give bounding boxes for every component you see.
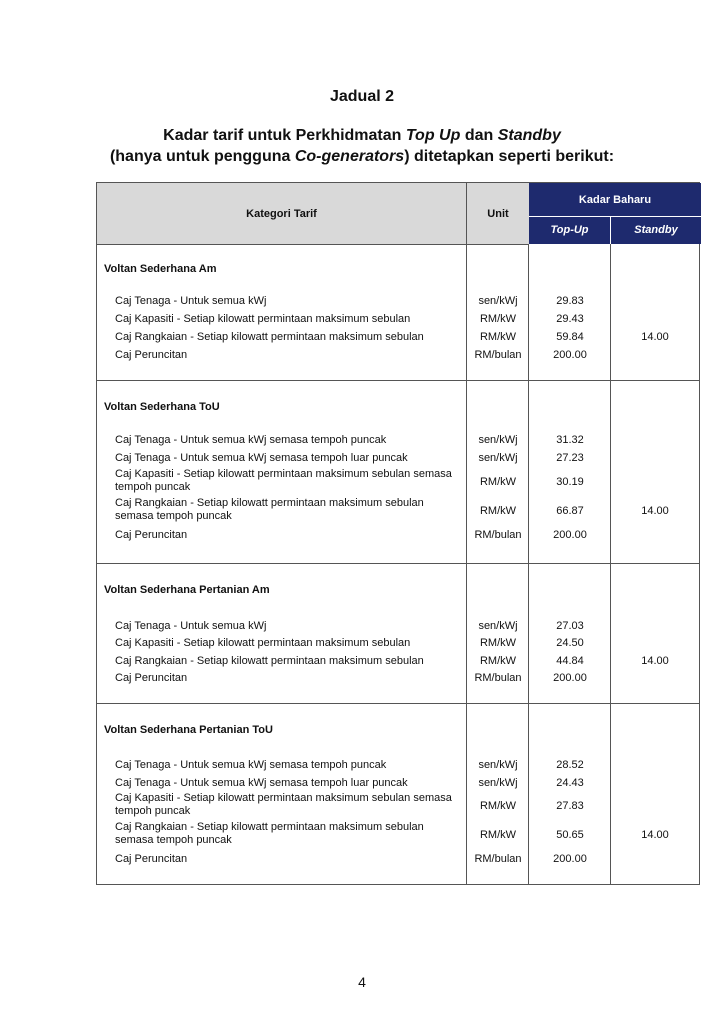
row-description: Caj Rangkaian - Setiap kilowatt permintaan maksimum sebulan semasa tempoh puncak <box>115 821 424 846</box>
row-topup: 50.65 <box>556 829 584 841</box>
row-unit: RM/kW <box>479 829 517 841</box>
section-standby: 14.00 <box>641 655 669 667</box>
header-standby: Standby <box>634 224 678 236</box>
row-topup: 27.83 <box>556 800 584 812</box>
subtitle-text: (hanya untuk pengguna <box>109 148 295 165</box>
row-topup: 31.32 <box>556 434 584 446</box>
row-unit: RM/kW <box>479 313 517 325</box>
row-topup: 44.84 <box>556 655 584 667</box>
row-description: Caj Tenaga - Untuk semua kWj <box>115 620 267 632</box>
row-unit: sen/kWj <box>478 777 518 789</box>
page-number: 4 <box>358 974 366 990</box>
subtitle-text: Kadar tarif untuk Perkhidmatan <box>163 127 406 144</box>
section-title: Voltan Sederhana Am <box>104 263 217 275</box>
row-topup: 200.00 <box>553 672 587 684</box>
subtitle-term-standby: Standby <box>497 127 561 144</box>
subtitle-term-cogenerators: Co-generators <box>294 148 405 165</box>
row-description: Caj Tenaga - Untuk semua kWj semasa tempoh luar puncak <box>115 777 408 789</box>
tariff-table <box>96 182 700 885</box>
section-title: Voltan Sederhana ToU <box>104 401 220 413</box>
header-kategori: Kategori Tarif <box>97 183 467 244</box>
row-unit: sen/kWj <box>478 759 518 771</box>
row-unit: sen/kWj <box>478 452 518 464</box>
subtitle-line-1 <box>0 127 724 145</box>
section-standby: 14.00 <box>641 829 669 841</box>
row-description: Caj Rangkaian - Setiap kilowatt permintaan maksimum sebulan <box>115 331 424 343</box>
section-standby: 14.00 <box>641 505 669 517</box>
row-unit: sen/kWj <box>478 620 518 632</box>
row-description: Caj Peruncitan <box>115 349 188 361</box>
row-topup: 29.43 <box>556 313 584 325</box>
row-topup: 59.84 <box>556 331 584 343</box>
header-kadar-label: Kadar Baharu <box>529 183 701 217</box>
row-unit: RM/bulan <box>474 349 522 361</box>
subtitle-term-topup: Top Up <box>405 127 461 144</box>
section-title: Voltan Sederhana Pertanian Am <box>104 584 270 596</box>
row-topup: 66.87 <box>556 505 584 517</box>
row-unit: RM/bulan <box>474 672 522 684</box>
row-topup: 29.83 <box>556 295 584 307</box>
row-description: Caj Tenaga - Untuk semua kWj <box>115 295 267 307</box>
header-topup: Top-Up <box>529 217 611 244</box>
subtitle-text: dan <box>460 127 498 144</box>
row-topup: 28.52 <box>556 759 584 771</box>
row-unit: sen/kWj <box>478 434 518 446</box>
row-description: Caj Kapasiti - Setiap kilowatt permintaan maksimum sebulan semasa tempoh puncak <box>115 468 452 493</box>
row-description: Caj Kapasiti - Setiap kilowatt permintaan maksimum sebulan semasa tempoh puncak <box>115 792 452 817</box>
row-description: Caj Peruncitan <box>115 672 188 684</box>
row-description: Caj Peruncitan <box>115 853 188 865</box>
row-description: Caj Kapasiti - Setiap kilowatt permintaan maksimum sebulan <box>115 637 411 649</box>
row-unit: RM/bulan <box>474 853 522 865</box>
section-standby: 14.00 <box>641 331 669 343</box>
tariff-section <box>97 244 699 380</box>
subtitle-text: ) ditetapkan seperti berikut: <box>404 148 615 165</box>
row-topup: 24.43 <box>556 777 584 789</box>
section-title: Voltan Sederhana Pertanian ToU <box>104 724 273 736</box>
header-kadar-baharu <box>529 183 701 244</box>
row-unit: RM/kW <box>479 476 517 488</box>
row-description: Caj Rangkaian - Setiap kilowatt permintaan maksimum sebulan semasa tempoh puncak <box>115 497 424 522</box>
row-description: Caj Tenaga - Untuk semua kWj semasa tempoh puncak <box>115 434 387 446</box>
row-unit: RM/kW <box>479 505 517 517</box>
row-unit: RM/kW <box>479 637 517 649</box>
table-header <box>97 183 529 245</box>
row-topup: 27.23 <box>556 452 584 464</box>
row-topup: 27.03 <box>556 620 584 632</box>
row-topup: 200.00 <box>553 349 587 361</box>
row-unit: RM/kW <box>479 655 517 667</box>
row-unit: RM/kW <box>479 331 517 343</box>
row-description: Caj Tenaga - Untuk semua kWj semasa tempoh luar puncak <box>115 452 408 464</box>
row-description: Caj Tenaga - Untuk semua kWj semasa tempoh puncak <box>115 759 387 771</box>
page-heading: Jadual 2 <box>329 88 395 105</box>
tariff-section <box>97 704 699 884</box>
tariff-section <box>97 564 699 703</box>
row-topup: 30.19 <box>556 476 584 488</box>
header-unit: Unit <box>487 207 509 220</box>
row-topup: 200.00 <box>553 853 587 865</box>
tariff-section <box>97 381 699 563</box>
row-topup: 200.00 <box>553 529 587 541</box>
subtitle-line-2 <box>0 148 724 166</box>
row-description: Caj Rangkaian - Setiap kilowatt permintaan maksimum sebulan <box>115 655 424 667</box>
row-topup: 24.50 <box>556 637 584 649</box>
row-unit: sen/kWj <box>478 295 518 307</box>
row-unit: RM/kW <box>479 800 517 812</box>
row-description: Caj Kapasiti - Setiap kilowatt permintaan maksimum sebulan <box>115 313 411 325</box>
row-description: Caj Peruncitan <box>115 529 188 541</box>
row-unit: RM/bulan <box>474 529 522 541</box>
